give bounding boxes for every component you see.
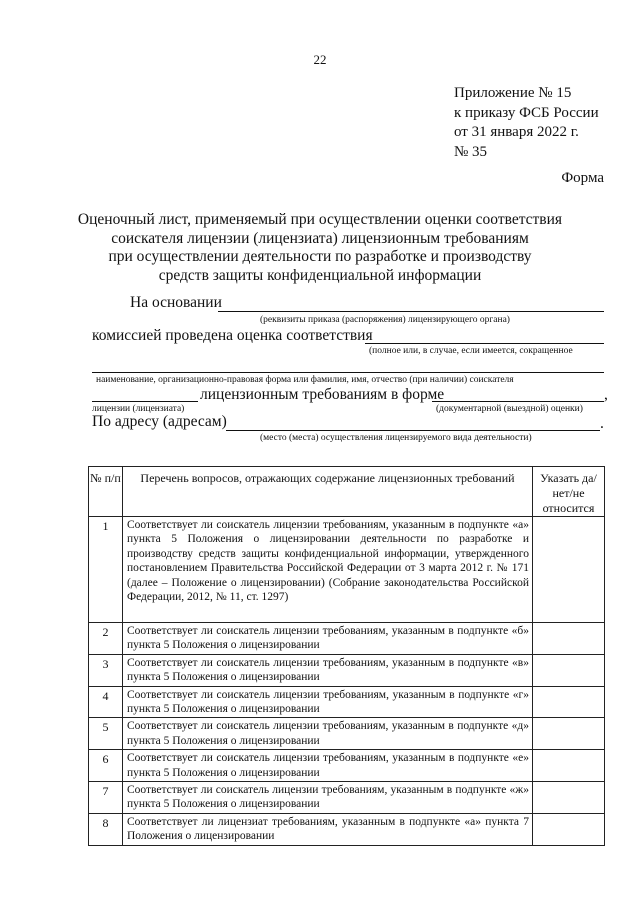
commission-input-line[interactable] [365,343,604,344]
document-title [0,211,640,285]
commission-label: комиссией проведена оценка соответствия [92,327,373,344]
address-input-line[interactable] [226,430,600,431]
row-answer-cell[interactable] [533,654,605,686]
row-answer-cell[interactable] [533,623,605,655]
row-question: Соответствует ли соискатель лицензии требованиям, указанным в подпункте «ж» пункта 5 Положения о лицензировании [123,782,533,814]
assessment-table [88,466,605,846]
row-num: 4 [89,686,123,718]
header-num: № п/п [89,467,123,517]
header-question: Перечень вопросов, отражающих содержание лицензионных требований [123,467,533,517]
table-row [89,686,605,718]
row-answer-cell[interactable] [533,750,605,782]
requirements-label: лицензионным требованиям в форме [200,386,445,403]
row-answer-cell[interactable] [533,718,605,750]
row-question: Соответствует ли соискатель лицензии требованиям, указанным в подпункте «д» пункта 5 Положения о лицензировании [123,718,533,750]
comma: , [604,386,608,403]
table-row [89,782,605,814]
title-line: соискателя лицензии (лицензиата) лицензионным требованиям [111,229,529,247]
row-num: 1 [89,517,123,623]
assessment-form-input-line[interactable] [432,401,604,402]
appendix-block [454,84,599,162]
appendix-line: к приказу ФСБ России [454,104,599,121]
table-row [89,750,605,782]
table-row [89,517,605,623]
form-label: Форма [561,170,604,186]
row-question: Соответствует ли лицензиат требованиям, указанным в подпункте «а» пункта 7 Положения о лицензировании [123,813,533,845]
appendix-line: Приложение № 15 [454,85,572,101]
title-line: Оценочный лист, применяемый при осуществлении оценки соответствия [77,211,563,228]
applicant-name-tail-line[interactable] [92,401,198,402]
header-answer: Указать да/нет/не относится [533,467,605,517]
form-hint: (документарной (выездной) оценки) [436,404,583,414]
row-num: 7 [89,782,123,814]
appendix-line: № 35 [454,143,488,160]
row-question: Соответствует ли соискатель лицензии требованиям, указанным в подпункте «е» пункта 5 Положения о лицензировании [123,750,533,782]
row-num: 2 [89,623,123,655]
title-line: средств защиты конфиденциальной информации [158,266,482,284]
row-num: 5 [89,718,123,750]
address-label: По адресу (адресам) [92,413,227,430]
title-line: при осуществлении деятельности по разработке и производству [108,248,532,265]
basis-input-line[interactable] [218,311,604,312]
row-question: Соответствует ли соискатель лицензии требованиям, указанным в подпункте «г» пункта 5 Положения о лицензировании [123,686,533,718]
license-hint: лицензии (лицензиата) [92,404,185,414]
row-num: 3 [89,654,123,686]
period: . [600,415,604,432]
page-number: 22 [313,52,327,67]
row-question: Соответствует ли соискатель лицензии требованиям, указанным в подпункте «в» пункта 5 Положения о лицензировании [123,654,533,686]
row-num: 8 [89,813,123,845]
row-num: 6 [89,750,123,782]
applicant-name-input-line[interactable] [92,372,604,373]
naming-hint: наименование, организационно-правовая форма или фамилия, имя, отчество (при наличии) соискателя [96,375,514,385]
address-hint: (место (места) осуществления лицензируемого вида деятельности) [260,433,532,443]
table-header-row [89,467,605,517]
appendix-line: от 31 января 2022 г. [454,124,579,140]
table-row [89,654,605,686]
row-answer-cell[interactable] [533,686,605,718]
commission-hint: (полное или, в случае, если имеется, сокращенное [369,346,573,356]
row-answer-cell[interactable] [533,813,605,845]
row-question: Соответствует ли соискатель лицензии требованиям, указанным в подпункте «а» пункта 5 Положения о лицензировании деятельности по разработке и производству средств защиты конфиденциальной информации, утвержденного постановлением Правительства Российской Федерации от 3 марта 2012 г. № 171 (далее – Положение о лицензировании) (Собрание законодательства Российской Федерации, 2012, № 11, ст. 1297) [123,517,533,623]
table-row [89,718,605,750]
table-row [89,623,605,655]
basis-hint: (реквизиты приказа (распоряжения) лицензирующего органа) [260,315,510,325]
row-answer-cell[interactable] [533,782,605,814]
basis-label: На основании [130,294,222,311]
table-row [89,813,605,845]
row-question: Соответствует ли соискатель лицензии требованиям, указанным в подпункте «б» пункта 5 Положения о лицензировании [123,623,533,655]
row-answer-cell[interactable] [533,517,605,623]
